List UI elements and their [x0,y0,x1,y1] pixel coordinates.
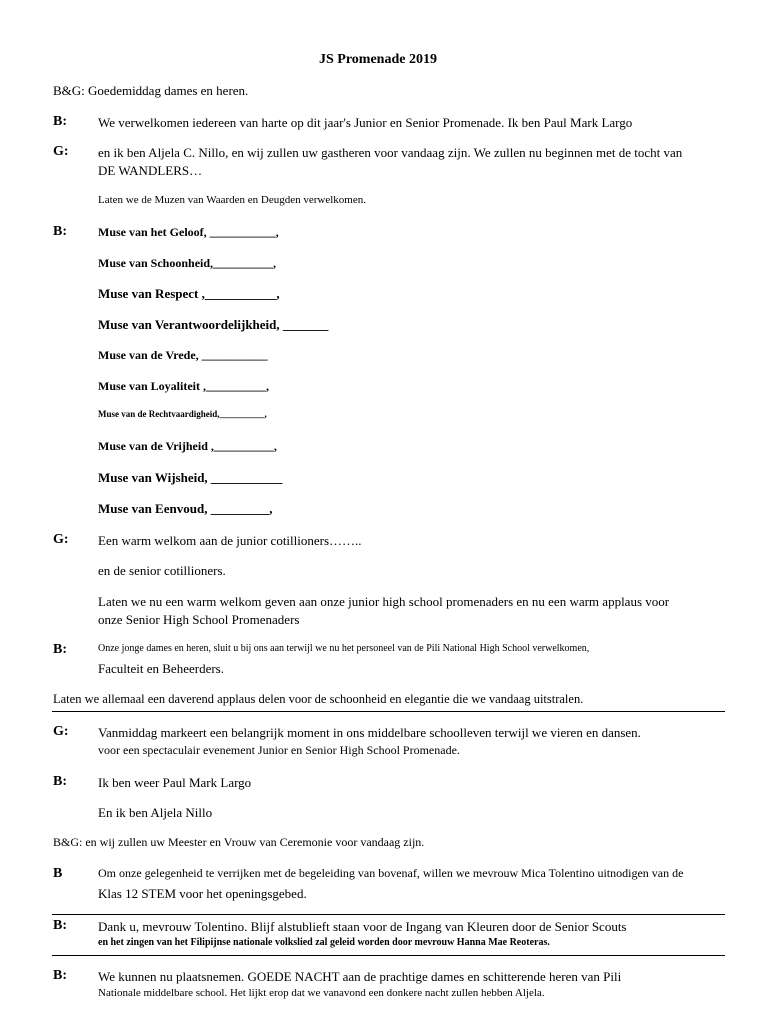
dialogue-text: Nationale middelbare school. Het lijkt erop dat we vanavond een donkere nacht zullen hebben Aljela. [98,987,545,999]
muse-item: Muse van Schoonheid,__________, [98,256,277,270]
dialogue-text: Vanmiddag markeert een belangrijk moment in ons middelbare schoolleven terwijl we vieren en dansen. [98,725,641,740]
speaker-label: B: [53,774,67,789]
dialogue-text: Laten we nu een warm welkom geven aan onze junior high school promenaders en nu een warm applaus voor [98,594,670,609]
opening-line: B&G: Goedemiddag dames en heren. [53,83,249,98]
applause-line: Laten we allemaal een daverend applaus delen voor de schoonheid en elegantie die we vandaag uitstralen. [53,692,584,706]
muse-item: Muse van de Vrede, ___________ [98,348,268,362]
muse-item: Muse van Wijsheid, ___________ [98,470,283,485]
dialogue-text: onze Senior High School Promenaders [98,612,300,627]
dialogue-text: Om onze gelegenheid te verrijken met de begeleiding van bovenaf, willen we mevrouw Mica Tolentino uitnodigen van de [98,866,684,880]
divider [52,955,725,956]
page-title: JS Promenade 2019 [319,52,437,67]
speaker-label: G: [53,724,69,739]
muse-item: Muse van Loyaliteit ,__________, [98,379,269,393]
dialogue-text: Ik ben weer Paul Mark Largo [98,775,252,790]
dialogue-text: Klas 12 STEM voor het openingsgebed. [98,886,307,901]
speaker-label: B: [53,968,67,983]
muse-item: Muse van het Geloof, ___________, [98,225,279,239]
speaker-label: B [53,866,63,881]
divider [52,914,725,915]
muse-item: Muse van de Vrijheid ,__________, [98,439,277,453]
muse-item: Muse van Respect ,___________, [98,286,280,301]
muse-item: Muse van Eenvoud, _________, [98,501,273,516]
speaker-label: G: [53,144,69,159]
speaker-label: B: [53,918,67,933]
muse-item: Muse van de Rechtvaardigheid,__________, [98,409,267,419]
divider [52,711,725,712]
dialogue-text: Dank u, mevrouw Tolentino. Blijf alstublieft staan voor de Ingang van Kleuren door de Senior Scouts [98,919,627,934]
speaker-label: G: [53,532,69,547]
dialogue-text: DE WANDLERS… [98,163,203,178]
dialogue-text: voor een spectaculair evenement Junior en Senior High School Promenade. [98,743,460,757]
speaker-label: B: [53,642,67,657]
dialogue-text: Laten we de Muzen van Waarden en Deugden verwelkomen. [98,194,366,206]
dialogue-text: en de senior cotillioners. [98,563,226,578]
muse-item: Muse van Verantwoordelijkheid, _______ [98,317,329,332]
speaker-label: B: [53,224,67,239]
dialogue-text: En ik ben Aljela Nillo [98,805,213,820]
dialogue-text: en ik ben Aljela C. Nillo, en wij zullen uw gastheren voor vandaag zijn. We zullen nu beginnen met de tocht van [98,145,683,160]
speaker-label: B: [53,114,67,129]
dialogue-text: Een warm welkom aan de junior cotillioners…….. [98,533,362,548]
dialogue-text: Faculteit en Beheerders. [98,661,224,676]
dialogue-text: en het zingen van het Filipijnse nationale volkslied zal geleid worden door mevrouw Hanna Mae Reoteras. [98,937,550,948]
dialogue-text: We verwelkomen iedereen van harte op dit jaar's Junior en Senior Promenade. Ik ben Paul Mark Largo [98,115,633,130]
dialogue-text: Onze jonge dames en heren, sluit u bij ons aan terwijl we nu het personeel van de Pili National High School verwelkomen, [98,643,590,654]
dialogue-text: We kunnen nu plaatsnemen. GOEDE NACHT aan de prachtige dames en schitterende heren van Pili [98,969,622,984]
closing-line: B&G: en wij zullen uw Meester en Vrouw van Ceremonie voor vandaag zijn. [53,835,425,849]
